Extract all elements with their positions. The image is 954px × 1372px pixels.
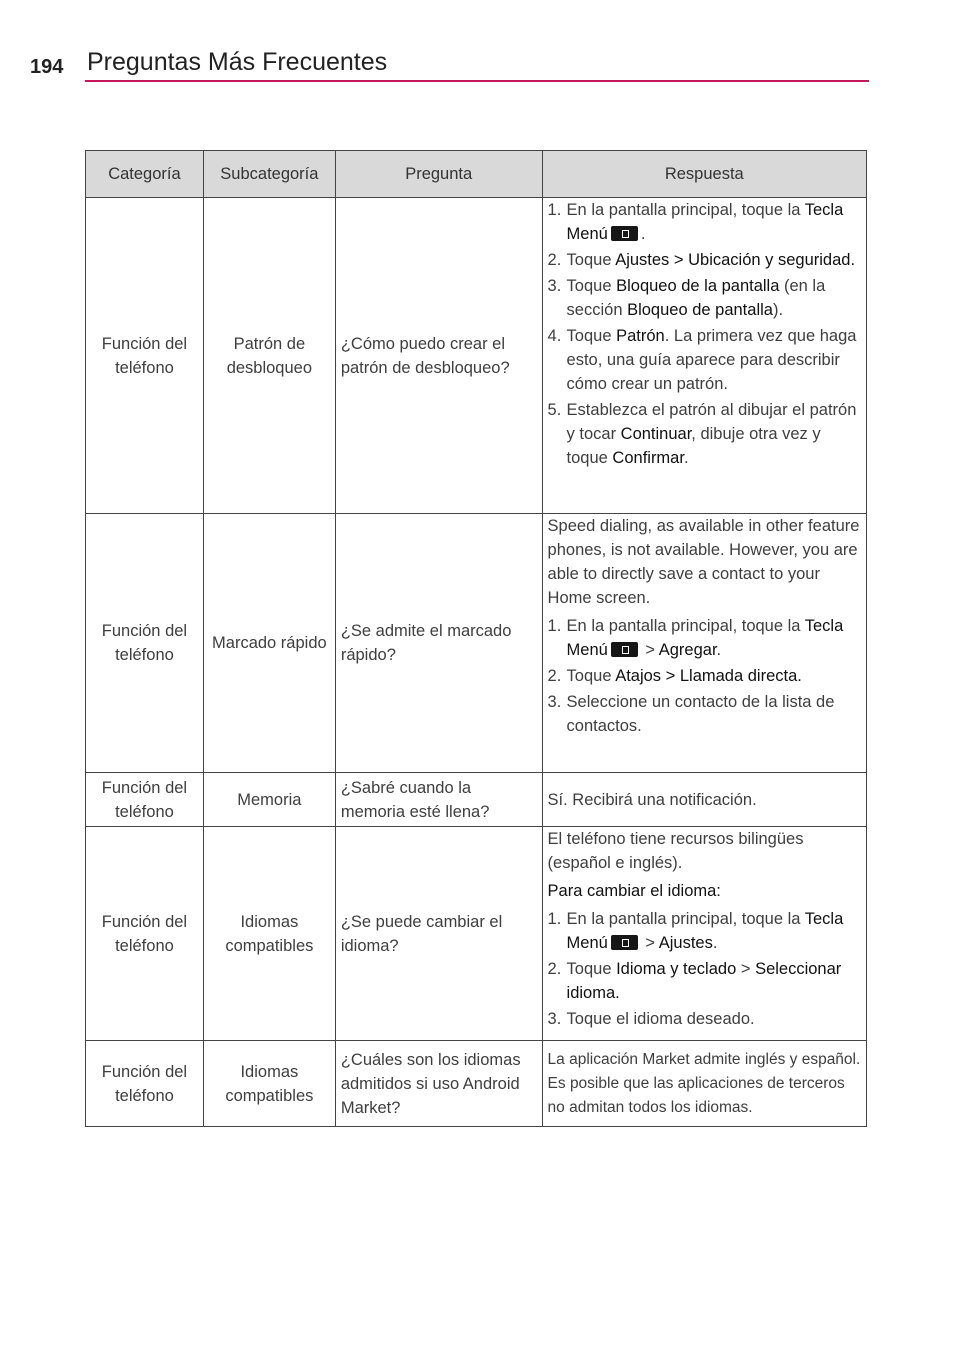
step-number: 2.: [547, 251, 562, 269]
step-text: En la pantalla principal, toque la: [566, 617, 805, 635]
step-emphasis: Tecla Menú: [566, 201, 844, 243]
step-item: [548, 614, 861, 662]
menu-key-icon: [611, 226, 638, 241]
question-cell: ¿Sabré cuando la memoria esté llena?: [335, 773, 542, 827]
answer-cell: [542, 198, 866, 514]
step-emphasis: Bloqueo de la pantalla: [616, 277, 780, 295]
answer-cell: [542, 514, 866, 773]
step-number: 3.: [547, 693, 562, 711]
answer-steps: [548, 614, 861, 738]
step-text: ).: [772, 301, 784, 319]
step-text: .: [640, 225, 646, 243]
table-row: [86, 773, 867, 827]
step-emphasis: Idioma y teclado: [616, 960, 737, 978]
step-number: 2.: [547, 667, 562, 685]
answer-cell: [542, 827, 866, 1041]
step-item: [548, 198, 861, 246]
step-item: [548, 957, 861, 1005]
table-header-row: [86, 151, 867, 198]
step-number: 1.: [547, 201, 562, 219]
step-emphasis: Continuar: [620, 425, 692, 443]
step-text: , dibuje otra vez y toque: [566, 425, 821, 467]
step-number: 3.: [547, 1010, 562, 1028]
subcategory-cell: Marcado rápido: [203, 514, 335, 773]
step-number: 2.: [547, 960, 562, 978]
answer-subheading: Para cambiar el idioma:: [547, 882, 721, 900]
step-text: Seleccione un contacto de la lista de contactos.: [566, 693, 835, 735]
page-number: 194: [30, 56, 64, 78]
step-text: Toque: [566, 251, 616, 269]
step-number: 1.: [547, 910, 562, 928]
step-emphasis: Bloqueo de pantalla: [627, 301, 773, 319]
step-item: [548, 398, 861, 470]
step-text: .: [683, 449, 689, 467]
step-text: >: [640, 934, 659, 952]
faq-table: [85, 150, 867, 1127]
step-emphasis: Atajos > Llamada directa.: [615, 667, 802, 685]
table-row: [86, 827, 867, 1041]
step-text: Toque: [566, 667, 616, 685]
step-emphasis: Ajustes: [658, 934, 713, 952]
step-emphasis: Tecla Menú: [566, 910, 844, 952]
question-cell: ¿Se puede cambiar el idioma?: [335, 827, 542, 1041]
subcategory-cell: Patrón de desbloqueo: [203, 198, 335, 514]
step-emphasis: Tecla Menú: [566, 617, 844, 659]
step-text: En la pantalla principal, toque la: [566, 910, 805, 928]
table-row: [86, 198, 867, 514]
answer-intro: Speed dialing, as available in other feature phones, is not available. However, you are able to directly save a contact to your Home screen.: [547, 517, 860, 607]
step-text: >: [736, 960, 756, 978]
step-item: [548, 248, 861, 272]
table-row: [86, 1041, 867, 1127]
step-text: Toque el idioma deseado.: [566, 1010, 755, 1028]
step-item: [548, 274, 861, 322]
step-emphasis: Ajustes > Ubicación y seguridad.: [615, 251, 856, 269]
answer-cell: Sí. Recibirá una notificación.: [542, 773, 866, 827]
step-number: 3.: [547, 277, 562, 295]
subcategory-cell: Idiomas compatibles: [203, 1041, 335, 1127]
step-text: >: [640, 641, 659, 659]
menu-key-icon: [611, 935, 638, 950]
answer-cell: La aplicación Market admite inglés y español. Es posible que las aplicaciones de terceros no admitan todos los idiomas.: [542, 1041, 866, 1127]
step-item: [548, 664, 861, 688]
answer-steps: [548, 198, 861, 470]
step-text: . La primera vez que haga esto, una guía aparece para describir cómo crear un patrón.: [566, 327, 857, 393]
answer-steps: [548, 907, 861, 1031]
step-item: [548, 690, 861, 738]
step-text: En la pantalla principal, toque la: [566, 201, 805, 219]
step-emphasis: Seleccionar idioma.: [566, 960, 842, 1002]
step-text: Toque: [566, 277, 617, 295]
category-cell: Función del teléfono: [86, 198, 204, 514]
step-text: (en la sección: [566, 277, 826, 319]
step-item: [548, 1007, 861, 1031]
question-cell: ¿Se admite el marcado rápido?: [335, 514, 542, 773]
step-text: .: [716, 641, 722, 659]
title-rule: [85, 80, 869, 82]
page-title: Preguntas Más Frecuentes: [87, 48, 388, 76]
question-cell: ¿Cómo puedo crear el patrón de desbloqueo?: [335, 198, 542, 514]
step-item: [548, 907, 861, 955]
category-cell: Función del teléfono: [86, 514, 204, 773]
header-answer: Respuesta: [542, 151, 866, 198]
subcategory-cell: Idiomas compatibles: [203, 827, 335, 1041]
category-cell: Función del teléfono: [86, 827, 204, 1041]
step-text: Toque: [566, 960, 617, 978]
step-item: [548, 324, 861, 396]
table-row: [86, 514, 867, 773]
subcategory-cell: Memoria: [203, 773, 335, 827]
header-category: Categoría: [86, 151, 204, 198]
step-number: 4.: [547, 327, 562, 345]
menu-key-icon: [611, 642, 638, 657]
step-text: Establezca el patrón al dibujar el patrón y tocar: [566, 401, 857, 443]
step-text: Toque: [566, 327, 617, 345]
step-emphasis: Agregar: [658, 641, 717, 659]
step-number: 5.: [547, 401, 562, 419]
answer-intro: El teléfono tiene recursos bilingües (español e inglés).: [547, 830, 804, 872]
category-cell: Función del teléfono: [86, 1041, 204, 1127]
question-cell: ¿Cuáles son los idiomas admitidos si uso Android Market?: [335, 1041, 542, 1127]
category-cell: Función del teléfono: [86, 773, 204, 827]
step-text: .: [712, 934, 718, 952]
step-emphasis: Patrón: [616, 327, 665, 345]
header-subcategory: Subcategoría: [203, 151, 335, 198]
header-question: Pregunta: [335, 151, 542, 198]
step-emphasis: Confirmar: [612, 449, 684, 467]
step-number: 1.: [547, 617, 562, 635]
